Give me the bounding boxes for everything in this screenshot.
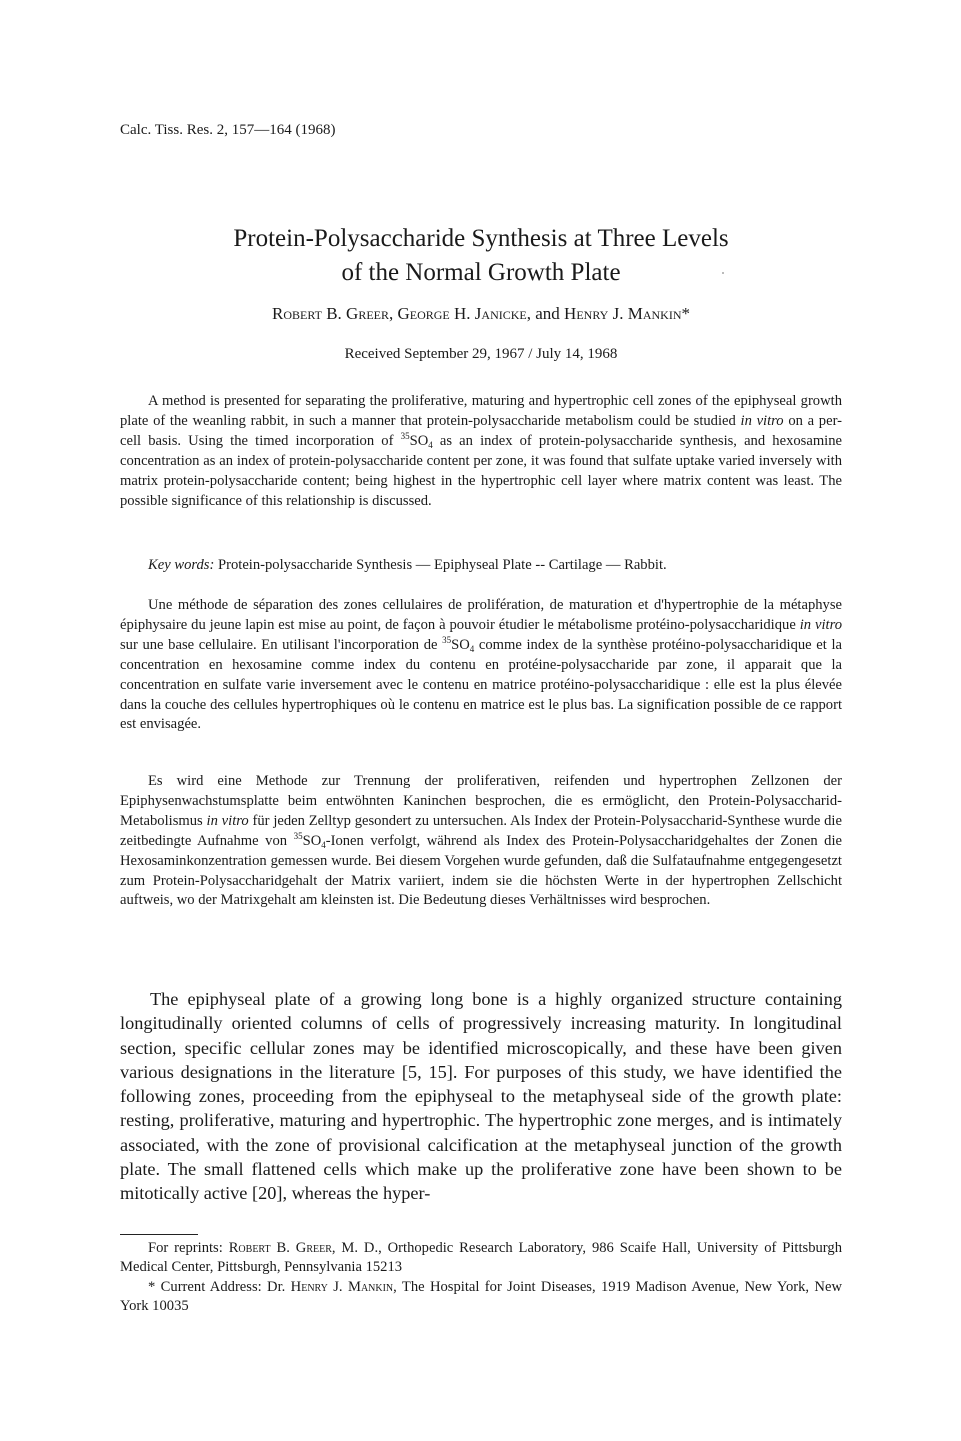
keywords [120,556,842,576]
keywords-label: Key words: [148,557,215,573]
footnote-current-address: * Current Address: Dr. Henry J. Mankin, The Hospital for Joint Diseases, 1919 Madison Avenue, New York, New York 10035 [120,1278,842,1314]
title-line-2: of the Normal Growth Plate [341,259,621,286]
title-line-1: Protein-Polysaccharide Synthesis at Three Levels [233,225,729,252]
abstract-french: Une méthode de séparation des zones cellulaires de prolifération, de maturation et d'hypertrophie de la métaphyse épiphysaire du jeune lapin est mise au point, de façon à pouvoir étudier le métabolisme protéino-polysaccharidique in vitro sur une base cellulaire. En utilisant l'incorporation de $^{35}SO_4$ comme index de la synthèse protéino-polysaccharidique et la concentration en hexosamine comme index du contenu en protéine-polysaccharide par zone, il apparait que la concentration en sulfate varie inversement avec le contenu en matrice protéino-polysaccharidique : elle est la plus élevée dans la couche des cellules hypertrophiques où le contenu en matrice est le plus bas. La signification possible de ce rapport est envisagée. [120,597,842,733]
body-paragraph: The epiphyseal plate of a growing long bone is a highly organized structure containing longitudinally oriented columns of cells of progressively increasing maturity. In longitudinal section, specific cellular zones may be identified microscopically, and these have been given various designations in the literature [5, 15]. For purposes of this study, we have identified the following zones, proceeding from the epiphyseal to the metaphyseal side of the growth plate: resting, proliferative, maturing and hypertrophic. The hypertrophic zone merges, and is intimately associated, with the zone of provisional calcification at the metaphyseal junction of the growth plate. The small flattened cells which make up the proliferative zone have been shown to be mitotically active [20], whereas the hyper- [120,989,842,1204]
abstract-english: A method is presented for separating the proliferative, maturing and hypertrophic cell zones of the epiphyseal growth plate of the weanling rabbit, in such a manner that protein-polysaccharide metabolism could be studied in vitro on a per-cell basis. Using the timed incorporation of $^{35}SO_4$ as an index of protein-polysaccharide synthesis, and hexosamine concentration as an index of protein-polysaccharide content per zone, it was found that sulfate uptake varied inversely with matrix protein-polysaccharide content; being highest in the hypertrophic cell layer where matrix content was least. The possible significance of this relationship is discussed. [120,393,843,509]
author-list: Robert B. Greer, George H. Janicke, and Henry J. Mankin* [271,304,691,323]
journal-reference: Calc. Tiss. Res. 2, 157—164 (1968) [120,122,336,138]
author-3: Henry J. Mankin [564,304,682,323]
abstract-german: Es wird eine Methode zur Trennung der proliferativen, reifenden und hypertrophen Zellzonen der Epiphysenwachstumsplatte beim entwöhnten Kaninchen besprochen, die es ermöglicht, den Protein-Polysaccharid-Metabolismus in vitro für jeden Zelltyp gesondert zu untersuchen. Als Index der Protein-Polysaccharid-Synthese wurde die zeitbedingte Aufnahme von $^{35}SO_4$-Ionen verfolgt, während als Index des Protein-Polysaccharidgehaltes der Zonen die Hexosaminkonzentration gemessen wurde. Bei diesem Vorgehen wurde gefunden, daß die Sulfataufnahme entgegengesetzt zum Protein-Polysaccharidgehalt der Matrix variiert, indem sie die höchsten Werte in der hypertrophen Zellschicht auftweis, wo der Matrixgehalt am kleinsten ist. Die Bedeutung dieses Verhältnisses wird besprochen. [120,773,842,909]
footnote-divider [120,1234,198,1235]
scan-speck [722,272,724,274]
footnotes [120,1239,842,1316]
footnote-reprints: For reprints: Robert B. Greer, M. D., Orthopedic Research Laboratory, 986 Scaife Hall, University of Pittsburgh Medical Center, Pittsburgh, Pennsylvania 15213 [120,1240,842,1276]
author-footnote-mark: * [681,304,691,323]
author-1: Robert B. Greer [271,304,389,323]
keywords-text: Protein-polysaccharide Synthesis — Epiphyseal Plate -- Cartilage — Rabbit. [214,557,667,573]
received-dates: Received September 29, 1967 / July 14, 1968 [344,346,618,362]
author-2: George H. Janicke [397,304,527,323]
paper-title [120,222,842,290]
